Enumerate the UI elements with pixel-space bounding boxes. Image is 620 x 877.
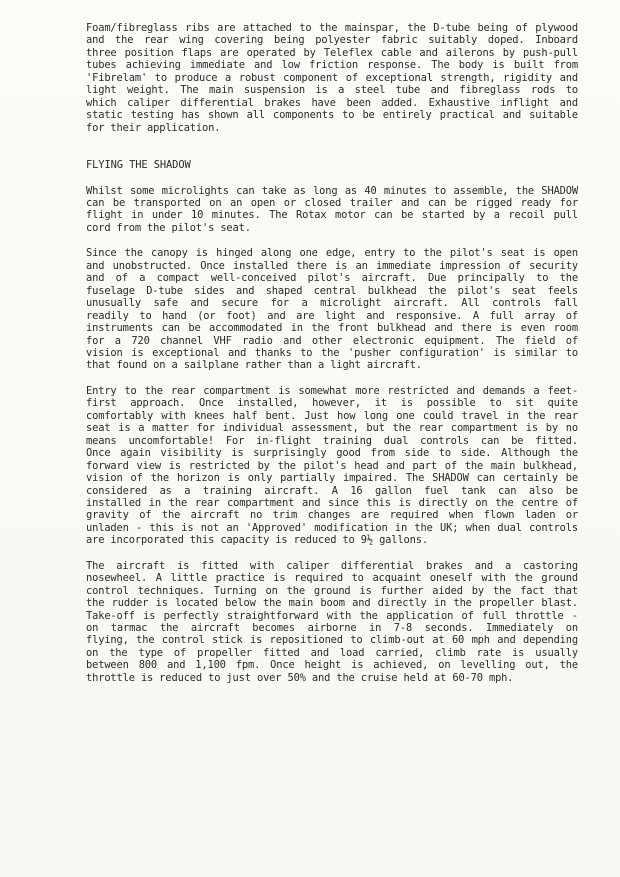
text-line: for a 720 channel VHF radio and other electronic equipment. The field of — [86, 334, 578, 347]
text-line: comfortably with knees half bent. Just how long one could travel in the rear — [86, 409, 578, 422]
text-line: gravity of the aircraft no trim changes are required when flown laden or — [86, 509, 578, 522]
text-line: which caliper differential brakes have been added. Exhaustive inflight and — [86, 96, 578, 109]
text-line: considered as a training aircraft. A 16 gallon fuel tank can also be — [86, 484, 578, 497]
text-line: Whilst some microlights can take as long as 40 minutes to assemble, the SHADOW — [86, 184, 578, 197]
text-line: Since the canopy is hinged along one edge, entry to the pilot's seat is open — [86, 247, 578, 260]
text-line: light weight. The main suspension is a steel tube and fibreglass rods to — [86, 84, 578, 97]
text-line: tubes achieving immediate and low friction response. The body is built from — [86, 59, 578, 72]
text-line: are incorporated this capacity is reduced to 9½ gallons. — [86, 534, 428, 547]
text-line: Take-off is perfectly straightforward with the application of full throttle - — [86, 609, 578, 622]
text-line: the rudder is located below the main boom and directly in the propeller blast. — [86, 597, 578, 610]
text-line: Entry to the rear compartment is somewhat more restricted and demands a feet- — [86, 384, 578, 397]
paragraph-cockpit — [86, 247, 578, 372]
text-line: The aircraft is fitted with caliper differential brakes and a castoring — [86, 559, 578, 572]
text-line: first approach. Once installed, however, it is possible to sit quite — [86, 397, 578, 410]
text-line: nosewheel. A little practice is required to acquaint oneself with the ground — [86, 572, 578, 585]
text-line: means uncomfortable! For in-flight training dual controls can be fitted. — [86, 434, 578, 447]
text-line: and unobstructed. Once installed there is an immediate impression of security — [86, 259, 578, 272]
paragraph-intro — [86, 22, 578, 134]
text-line: 'Fibrelam' to produce a robust component of exceptional strength, rigidity and — [86, 71, 578, 84]
text-line: on the type of propeller fitted and load carried, climb rate is usually — [86, 646, 578, 659]
text-line: Foam/fibreglass ribs are attached to the mainspar, the D-tube being of plywood — [86, 22, 578, 34]
text-line: unladen - this is not an 'Approved' modification in the UK; when dual controls — [86, 521, 578, 534]
text-line: can be transported on an open or closed trailer and can be rigged ready for — [86, 196, 578, 209]
text-line: control techniques. Turning on the ground is further aided by the fact that — [86, 584, 578, 597]
text-line: vision of the horizon is only partially impaired. The SHADOW can certainly be — [86, 472, 578, 485]
paragraph-ground-handling — [86, 560, 578, 685]
document-text — [86, 22, 578, 684]
text-line: and the rear wing covering being polyester fabric suitably doped. Inboard — [86, 34, 578, 47]
text-line: seat is a matter for individual assessment, but the rear compartment is by no — [86, 422, 578, 435]
text-line: installed in the rear compartment and since this is directly on the centre of — [86, 496, 578, 509]
text-line: throttle is reduced to just over 50% and the cruise held at 60-70 mph. — [86, 671, 514, 684]
text-line: three position flaps are operated by Teleflex cable and ailerons by push-pull — [86, 46, 578, 59]
paragraph-rear-compartment — [86, 385, 578, 547]
text-line: Once again visibility is surprisingly good from side to side. Although the — [86, 447, 578, 460]
text-line: static testing has shown all components to be entirely practical and suitable — [86, 109, 578, 122]
text-line: cord from the pilot's seat. — [86, 221, 251, 234]
text-line: on tarmac the aircraft becomes airborne in 7-8 seconds. Immediately on — [86, 622, 578, 635]
text-line: readily to hand (or foot) and are light and responsive. A full array of — [86, 309, 578, 322]
text-line: vision is exceptional and thanks to the 'pusher configuration' is similar to — [86, 346, 578, 359]
text-line: unusually safe and secure for a microlight aircraft. All controls fall — [86, 297, 578, 310]
text-line: and of a compact well-conceived pilot's aircraft. Due principally to the — [86, 272, 578, 285]
text-line: instruments can be accommodated in the front bulkhead and there is even room — [86, 322, 578, 335]
text-line: flight in under 10 minutes. The Rotax motor can be started by a recoil pull — [86, 209, 578, 222]
text-line: fuselage D-tube sides and shaped central bulkhead the pilot's seat feels — [86, 284, 578, 297]
text-line: that found on a sailplane rather than a light aircraft. — [86, 359, 422, 372]
text-line: between 800 and 1,100 fpm. Once height is achieved, on levelling out, the — [86, 659, 578, 672]
paragraph-assembly — [86, 185, 578, 235]
text-line: flying, the control stick is repositioned to climb-out at 60 mph and depending — [86, 634, 578, 647]
text-line: forward view is restricted by the pilot's head and part of the main bulkhead, — [86, 459, 578, 472]
text-line: for their application. — [86, 121, 221, 134]
section-heading: FLYING THE SHADOW — [86, 159, 191, 172]
